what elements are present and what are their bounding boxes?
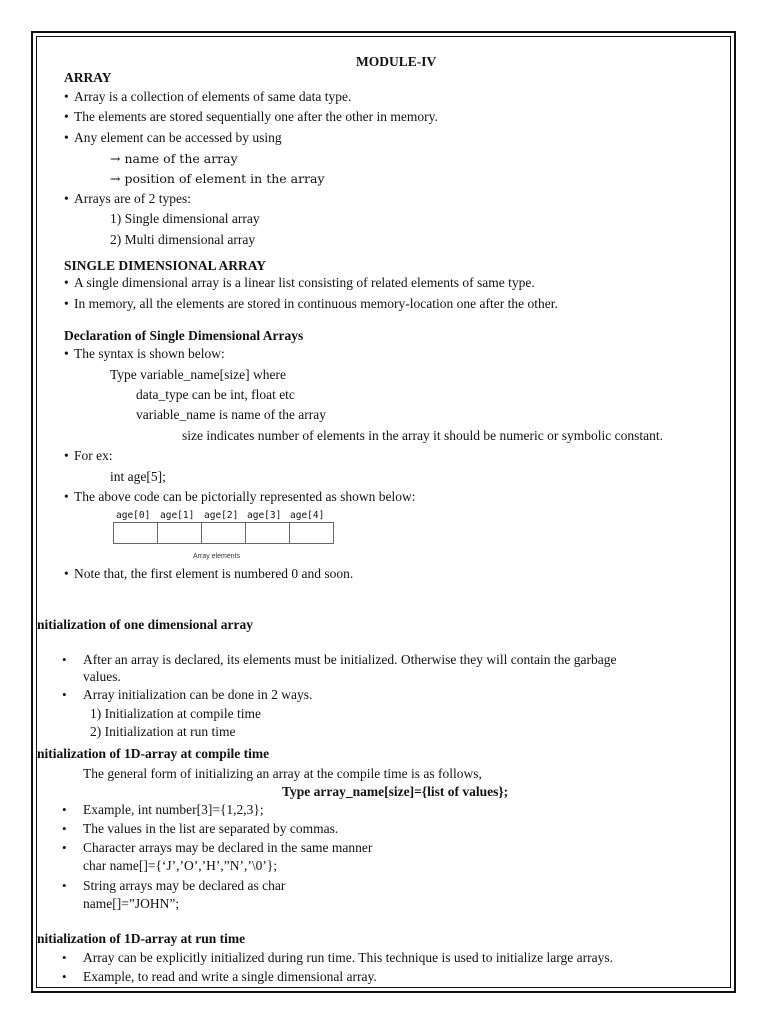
runtime-bullet-dot-2: •: [62, 969, 67, 984]
array-cell-1: [157, 522, 202, 544]
array-label-3: age[3]: [247, 510, 282, 521]
compile-line-1: The general form of initializing an array at the compile time is as follows,: [83, 766, 482, 781]
init-bullet-2: Array initialization can be done in 2 ways.: [83, 687, 313, 702]
array-type-2: 2) Multi dimensional array: [110, 232, 256, 247]
array-caption: Array elements: [193, 553, 241, 560]
compile-bullet-dot-2: •: [62, 821, 67, 836]
declaration-bullet-4: • Note that, the first element is numbered 0 and soon.: [64, 566, 353, 582]
init-bullet-dot-1: •: [62, 652, 67, 667]
init-heading: nitialization of one dimensional array: [37, 617, 253, 632]
syntax-line-3: variable_name is name of the array: [136, 407, 327, 422]
runtime-bullet-2: Example, to read and write a single dimensional array.: [83, 969, 377, 984]
compile-bullet-4b: name[]=”JOHN”;: [83, 896, 180, 911]
compile-bullet-dot-1: •: [62, 802, 67, 817]
compile-bullet-2: The values in the list are separated by commas.: [83, 821, 339, 836]
array-type-1: 1) Single dimensional array: [110, 211, 260, 226]
array-label-0: age[0]: [116, 510, 151, 521]
runtime-heading: nitialization of 1D-array at run time: [37, 931, 246, 946]
compile-bullet-4: String arrays may be declared as char: [83, 878, 286, 893]
single-bullet-2: • In memory, all the elements are stored in continuous memory-location one after the other.: [64, 296, 558, 312]
array-heading: ARRAY: [64, 70, 112, 85]
declaration-bullet-1: • The syntax is shown below:: [64, 346, 225, 362]
array-label-4: age[4]: [290, 510, 325, 521]
array-bullet-3: • Any element can be accessed by using: [64, 130, 282, 146]
runtime-bullet-dot-1: •: [62, 950, 67, 965]
syntax-line-2: data_type can be int, float etc: [136, 387, 295, 402]
array-sub-2: → position of element in the array: [110, 171, 325, 186]
init-bullet-1b: values.: [83, 669, 121, 684]
compile-syntax: Type array_name[size]={list of values};: [282, 784, 509, 799]
array-label-1: age[1]: [160, 510, 195, 521]
init-way-1: 1) Initialization at compile time: [90, 706, 261, 721]
array-cell-2: [201, 522, 246, 544]
array-cell-0: [113, 522, 158, 544]
module-title: MODULE-IV: [356, 54, 437, 69]
compile-bullet-dot-4: •: [62, 878, 67, 893]
compile-heading: nitialization of 1D-array at compile time: [37, 746, 270, 761]
init-bullet-1a: After an array is declared, its elements must be initialized. Otherwise they will contain the garbage: [83, 652, 617, 667]
runtime-bullet-1: Array can be explicitly initialized during run time. This technique is used to initialize large arrays.: [83, 950, 613, 965]
array-bullet-1: • Array is a collection of elements of same data type.: [64, 89, 351, 105]
array-cell-4: [289, 522, 334, 544]
single-bullet-1: • A single dimensional array is a linear list consisting of related elements of same type.: [64, 275, 535, 291]
declaration-bullet-2: • For ex:: [64, 448, 113, 464]
compile-bullet-dot-3: •: [62, 840, 67, 855]
array-sub-1: → name of the array: [110, 151, 238, 166]
declaration-bullet-3: • The above code can be pictorially represented as shown below:: [64, 489, 416, 505]
init-way-2: 2) Initialization at run time: [90, 724, 236, 739]
array-label-2: age[2]: [204, 510, 239, 521]
array-cell-3: [245, 522, 290, 544]
array-bullet-4: • Arrays are of 2 types:: [64, 191, 191, 207]
syntax-line-1: Type variable_name[size] where: [110, 367, 286, 382]
compile-bullet-3: Character arrays may be declared in the same manner: [83, 840, 373, 855]
example-code: int age[5];: [110, 469, 166, 484]
syntax-line-4: size indicates number of elements in the array it should be numeric or symbolic constant.: [182, 428, 663, 443]
compile-bullet-3b: char name[]={‘J’,’O’,’H’,”N’,’\0’};: [83, 858, 278, 873]
single-heading: SINGLE DIMENSIONAL ARRAY: [64, 258, 267, 273]
compile-bullet-1: Example, int number[3]={1,2,3};: [83, 802, 264, 817]
init-bullet-dot-2: •: [62, 687, 67, 702]
declaration-heading: Declaration of Single Dimensional Arrays: [64, 328, 304, 343]
array-bullet-2: • The elements are stored sequentially one after the other in memory.: [64, 109, 438, 125]
